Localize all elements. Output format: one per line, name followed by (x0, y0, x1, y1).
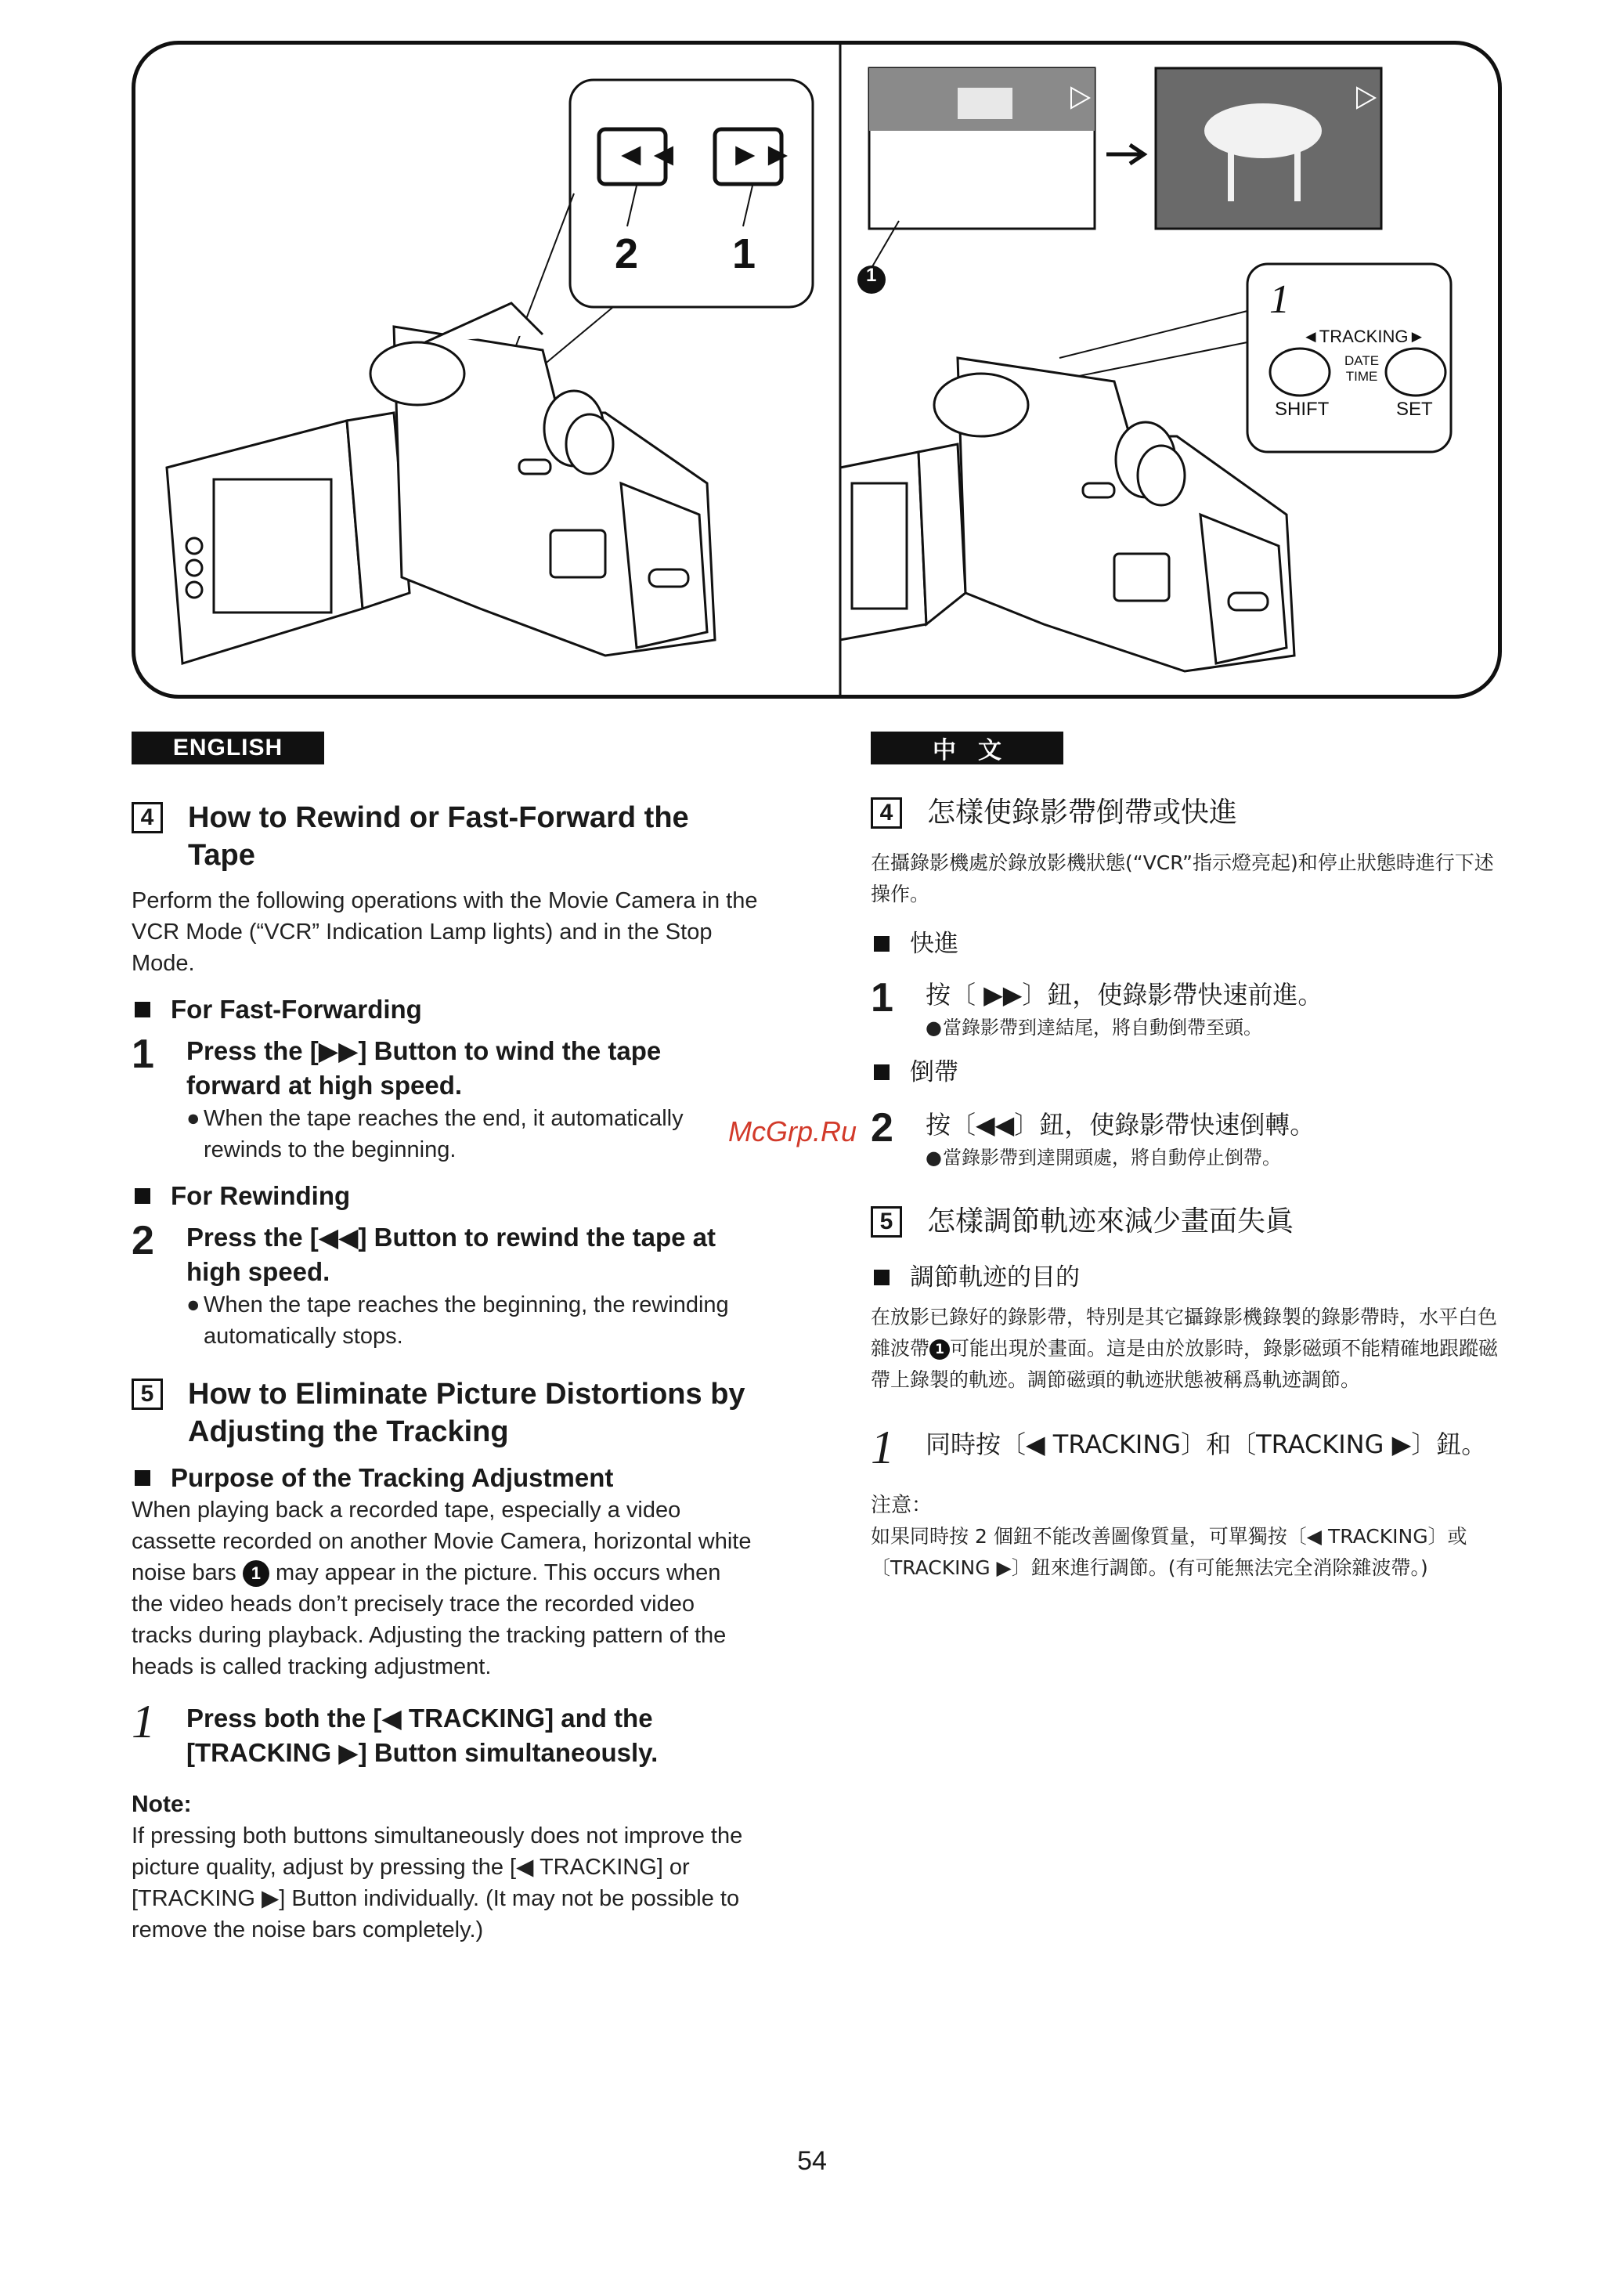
section-title: How to Rewind or Fast-Forward the Tape (188, 801, 689, 872)
square-bullet-icon (135, 1470, 150, 1486)
illustration-panel (132, 41, 1502, 699)
rw-heading-text: 倒帶 (910, 1058, 958, 1086)
purpose-heading (132, 1462, 758, 1494)
tracking-label: ◄TRACKING► (1302, 327, 1426, 346)
section-number: 4 (132, 802, 163, 833)
note-text: 如果同時按 2 個鈕不能改善圖像質量，可單獨按〔◀ TRACKING〕或〔TRACKING ▶〕鈕來進行調節。(有可能無法完全消除雜波帶。) (871, 1525, 1467, 1579)
note-title: 注意： (871, 1494, 933, 1517)
note-text: If pressing both buttons simultaneously does not improve the picture quality, adjust by pressing the [◀ TRACKING] or [TRACKING ▶] Button individually. (It may not be possible to remove the noise bars completely.) (132, 1823, 743, 1942)
step-label-rewind: 2 (615, 230, 639, 277)
rw-step (871, 1105, 1513, 1173)
rw-heading-text: For Rewinding (171, 1181, 351, 1210)
step-label-ffwd: 1 (732, 230, 756, 277)
ff-heading (871, 927, 1513, 960)
date-time-label: DATE TIME (1344, 353, 1380, 384)
section-4-heading (871, 794, 1513, 832)
purpose-heading (871, 1261, 1513, 1294)
rw-heading (132, 1180, 758, 1212)
tracking-step (871, 1422, 1513, 1473)
step-number: 2 (132, 1218, 154, 1263)
step-note: ● When the tape reaches the end, it automatically rewinds to the beginning. (186, 1106, 684, 1162)
section-5-heading (132, 1375, 758, 1451)
ff-step (132, 1034, 758, 1165)
step-number: 1 (871, 1422, 894, 1473)
lang-label-chinese: 中文 (871, 732, 1063, 764)
section-4-heading (132, 799, 758, 874)
ff-heading-text: 快進 (910, 930, 958, 958)
purpose-text: 在放影已錄好的錄影帶，特別是其它攝錄影機錄製的錄影帶時，水平白色雜波帶 1 可能出現於畫面。這是由於放影時，錄影磁頭不能精確地跟蹤磁帶上錄製的軌迹。調節磁頭的軌迹狀態被稱爲軌迹調節。 (871, 1306, 1499, 1391)
step-text: Press the [▶▶] Button to wind the tape forward at high speed. (186, 1036, 662, 1100)
step-text: 按〔 ▶▶〕鈕，使錄影帶快速前進。 (926, 980, 1323, 1010)
step-note: ● 當錄影帶到達結尾，將自動倒帶至頭。 (926, 1017, 1262, 1039)
ff-heading-text: For Fast-Forwarding (171, 995, 422, 1024)
watermark: McGrp.Ru (728, 1115, 857, 1147)
shift-label: SHIFT (1275, 399, 1330, 420)
right-camera-drawing (840, 358, 1294, 671)
ffwd-symbol: ►► (729, 136, 795, 172)
section-5-heading (871, 1203, 1513, 1241)
step-number: 1 (132, 1032, 154, 1077)
step-number: 1 (132, 1696, 155, 1747)
arrow-icon (1106, 145, 1144, 164)
square-bullet-icon (874, 1064, 890, 1080)
noise-marker-icon: 1 (929, 1339, 950, 1360)
step-text: Press both the [◀ TRACKING] and the [TRACKING ▶] Button simultaneously. (186, 1704, 659, 1767)
square-bullet-icon (135, 1188, 150, 1204)
page-number: 54 (797, 2146, 827, 2176)
tracking-step (132, 1696, 758, 1770)
set-label: SET (1396, 399, 1433, 420)
step-number: 2 (871, 1105, 893, 1151)
rw-heading (871, 1056, 1513, 1089)
section-number: 5 (871, 1206, 902, 1238)
set-button-icon (1386, 349, 1445, 396)
purpose-text: When playing back a recorded tape, especially a video cassette recorded on another Movie Camera, horizontal white noise bars 1 may appear in the picture. This occurs when the video heads don’t precisely trace the recorded video tracks during playback. Adjusting the tracking pattern of the heads is called tracking adjustment. (132, 1498, 752, 1679)
lang-label-english: ENGLISH (132, 732, 324, 764)
callout-box (570, 80, 813, 307)
camera-illustration (135, 45, 1502, 699)
section-title: 怎樣使錄影帶倒帶或快進 (927, 797, 1238, 829)
section-title: How to Eliminate Picture Distortions by Adjusting the Tracking (188, 1378, 745, 1448)
noise-marker-label: 1 (866, 265, 877, 286)
left-camera-drawing (167, 303, 715, 663)
step-note: ● When the tape reaches the beginning, the rewinding automatically stops. (186, 1292, 729, 1349)
step-text: 同時按〔◀ TRACKING〕和〔TRACKING ▶〕鈕。 (926, 1429, 1487, 1459)
section-title: 怎樣調節軌迹來減少畫面失眞 (927, 1205, 1294, 1238)
shift-button-icon (1270, 349, 1330, 396)
step-text: 按〔◀◀〕鈕，使錄影帶快速倒轉。 (926, 1110, 1315, 1140)
ff-heading (132, 993, 758, 1026)
section-number: 4 (871, 797, 902, 829)
step-note: ● 當錄影帶到達開頭處，將自動停止倒帶。 (926, 1147, 1281, 1169)
note-title: Note: (132, 1791, 192, 1817)
section-number: 5 (132, 1379, 163, 1410)
tracking-step-label: 1 (1269, 277, 1290, 322)
chinese-column (871, 732, 1513, 1584)
step-text: Press the [◀◀] Button to rewind the tape at high speed. (186, 1223, 716, 1286)
square-bullet-icon (135, 1002, 150, 1017)
section-4-intro: Perform the following operations with the Movie Camera in the VCR Mode (“VCR” Indication Lamp lights) and in the Stop Mode. (132, 888, 758, 976)
step-number: 1 (871, 975, 893, 1021)
rewind-symbol: ◄◄ (615, 136, 680, 172)
english-column (132, 732, 758, 1946)
square-bullet-icon (874, 936, 890, 952)
ff-step (871, 977, 1513, 1043)
noise-marker-icon: 1 (243, 1560, 269, 1587)
square-bullet-icon (874, 1270, 890, 1285)
purpose-heading-text: Purpose of the Tracking Adjustment (171, 1463, 614, 1492)
section-4-intro: 在攝錄影機處於錄放影機狀態(“VCR”指示燈亮起)和停止狀態時進行下述操作。 (871, 851, 1494, 905)
rw-step (132, 1220, 758, 1352)
purpose-heading-text: 調節軌迹的目的 (910, 1263, 1080, 1292)
